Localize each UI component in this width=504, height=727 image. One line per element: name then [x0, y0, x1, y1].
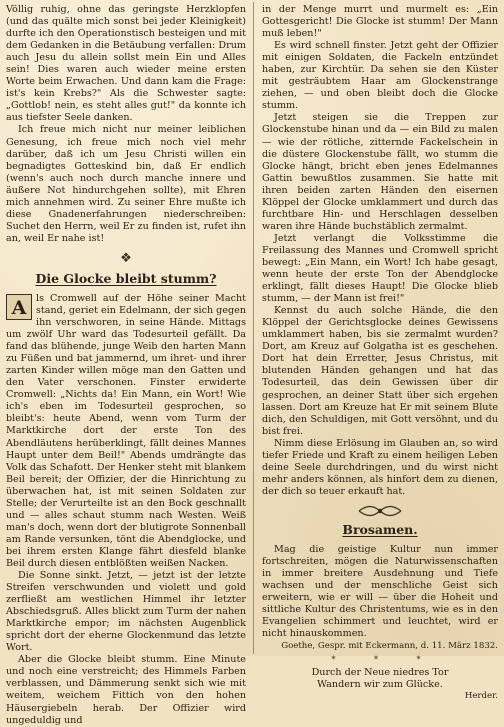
story-paragraph-3: Aber die Glocke bleibt stumm. Eine Minute und noch eine verstreicht; des Himmels Farben verblassen, und Dämmerung senkt sich wie mit weitem, weichem Fittich von den hohen Häusergiebeln herab. Der Offizier wird ungeduldig und: [6, 654, 246, 726]
star-separator: * * *: [331, 655, 439, 665]
testimony-paragraph: Ich freue mich nicht nur meiner leiblichen Genesung, ich freue mich noch viel mehr darüber, daß ich um Jesu Christi willen ein begnadigtes Gotteskind bin, daß Er endlich (wenn's auch noch durch manche innere und äußere Not hindurchgehen sollte), mit Ehren mich annehmen wird. Zu seiner Ehre mußte ich diese Gnadenerfahrungen niederschreiben: Suchet den Herrn, weil Er zu finden ist, rufet ihn an, weil Er nahe ist!: [6, 124, 246, 244]
story-continued-6: Nimm diese Erlösung im Glauben an, so wird tiefer Friede und Kraft zu einem heiligen Leben deine Seele durchdringen, und du wirst nicht mehr anders können, als hinfort dem zu dienen, der dich so teuer erkauft hat.: [262, 437, 498, 497]
herder-verse-line-1: Durch der Neue niedres Tor: [311, 667, 449, 679]
floral-vignette-icon: [357, 504, 403, 518]
left-column: [6, 4, 246, 726]
story-continued-1: in der Menge murrt und murmelt es: „Ein Gottesgericht! Die Glocke ist stumm! Der Mann muß leben!": [262, 4, 498, 40]
goethe-quote-source: Goethe, Gespr. mit Eckermann, d. 11. März 1832.: [281, 641, 498, 652]
story-paragraph-2: Die Sonne sinkt. Jetzt, — jetzt ist der letzte Streifen verschwunden und violett und gold zerfließt am westlichen Himmel ihr letzter Abschiedsgruß. Alles blickt zum Turm der nahen Marktkirche empor; im nächsten Augenblick spricht dort der eherne Glockenmund das letzte Wort.: [6, 570, 246, 654]
story-continued-3: Jetzt steigen sie die Treppen zur Glockenstube hinan und da — ein Bild zu malen — wie der rötliche, zitternde Fackelschein in die düstere Glockenstube fällt, wo stumm die Glocke hängt, bricht eben jenes Edelmannes Gattin bewußtlos zusammen. Sie hatte mit ihren beiden zarten Händen den eisernen Klöppel der Glocke umklammert und durch das furchtbare Hin- und Herschlagen desselben waren ihre Hände buchstäblich zermalmt.: [262, 112, 498, 232]
story-paragraph-1: [6, 293, 246, 570]
goethe-quote: Mag die geistige Kultur nun immer fortschreiten, mögen die Naturwissenschaften in immer breitere Ausdehnung und Tiefe wachsen und der menschliche Geist sich erweitern, wie er will — über die Hoheit und sittliche Kultur des Christentums, wie es in den Evangelien schimmert und leuchtet, wird er nicht hinauskommen.: [262, 543, 498, 640]
drop-cap-initial: A: [6, 294, 32, 320]
herder-verse-line-2: Wandern wir zum Glücke.: [317, 679, 443, 691]
column-divider: [253, 2, 254, 654]
story-continued-4: Jetzt verlangt die Volksstimme die Freilassung des Mannes und Cromwell spricht bewegt: „Ein Mann, ein Wort! Ich habe gesagt, wenn heute der erste Ton der Abendglocke erklingt, fällt dieses Haupt! Die Glocke blieb stumm, — der Mann ist frei!": [262, 232, 498, 305]
story-title: Die Glocke bleibt stumm?: [35, 270, 217, 286]
right-column: [262, 4, 498, 702]
story-paragraph-1-text: ls Cromwell auf der Höhe seiner Macht stand, geriet ein Edelmann, der sich gegen ihn verschworen, in seine Hände. Mittags um zwölf Uhr ward das Todesurteil gefällt. Da fand das blühende, junge Weib den harten Mann zu Füßen und bat jammernd, um ihret- und ihrer zarten Kinder willen möge man den Gatten und den Vater verschonen. Finster erwiderte Cromwell: „Nichts da! Ein Mann, ein Wort! Wie ich's eben im Todesurteil gesprochen, so bleibt's: heute Abend, wenn vom Turm der Marktkirche dort der erste Ton des Abendläutens herüberklingt, fällt deines Mannes Haupt unter dem Beil!" Abends umdrängte das Volk das Schafott. Der Henker steht mit blankem Beil bereit; der Offizier, der die Hinrichtung zu überwachen hat, ist mit seinen Soldaten zur Stelle; der Verurteilte ist an den Bock geschnallt und — alles schaut stumm nach Westen. Weiß man's doch, wenn dort der blutigrote Sonnenball am Rande versunken, tönt die Abendglocke, und bei ihrem ersten Klange fährt diesfeld blanke Beil durch diesen entblößten weißen Nacken.: [6, 292, 246, 569]
intro-paragraph: Völlig ruhig, ohne das geringste Herzklopfen (und das quälte mich sonst bei jeder Kleinigkeit) durfte ich den Operationstisch besteigen und mit dem Gedanken in die Betäubung verfallen: Drum auch Jesu du allein sollst mein Ein und Alles sein! Dies waren auch wieder meine ersten Worte beim Erwachen. Und dann kam die Frage: ist's kein Krebs?" Als die Schwester sagte: „Gottlob! nein, es steht alles gut!" da konnte ich aus tiefster Seele danken.: [6, 4, 246, 124]
brosamen-heading: Brosamen.: [342, 521, 418, 537]
story-continued-5: Kennst du auch solche Hände, die den Klöppel der Gerichtsglocke deines Gewissens umklammert haben, bis sie zermalmt wurden? Dort, am Kreuz auf Golgatha ist es geschehen. Dort hat dein Erretter, Jesus Christus, mit blutenden Händen gehangen und hat das Todesurteil, das dein Gewissen über dir gesprochen, an deiner Statt über sich ergehen lassen. Dort am Kreuze hat Er mit seinem Blute dich, den Schuldigen, mit Gott versöhnt, und du bist frei.: [262, 305, 498, 437]
section-ornament-icon: ❖: [120, 250, 132, 266]
herder-verse-source: Herder.: [464, 691, 498, 702]
story-continued-2: Es wird schnell finster. Jetzt geht der Offizier mit einigen Soldaten, die Fackeln entzündet haben, zur Kirchtür. Da sehen sie den Küster mit gesträubtem Haar am Glockenstrange ziehen, — und oben bleibt doch die Glocke stumm.: [262, 40, 498, 112]
